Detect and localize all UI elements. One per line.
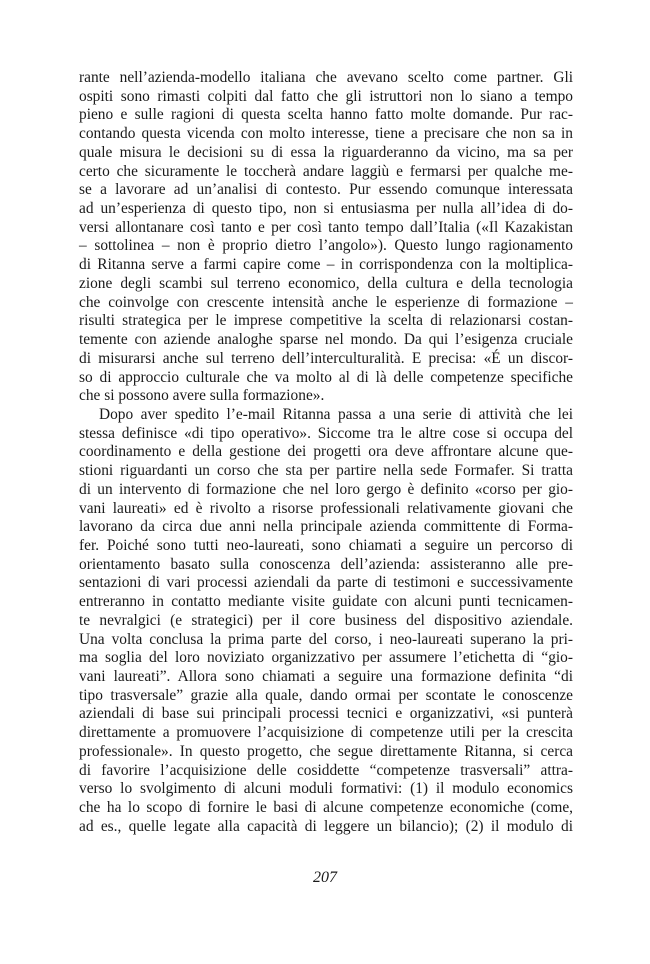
text-line: verso lo svolgimento di alcuni moduli formativi: (1) il modulo economics [79, 780, 573, 798]
text-line: se a lavorare ad un’analisi di contesto. Pur essendo comunque interessata [79, 181, 573, 199]
text-line: lavorano da circa due anni nella principale azienda committente di Forma- [79, 518, 573, 536]
text-line: direttamente a promuovere l’acquisizione di competenze utili per la crescita [79, 724, 573, 742]
text-line: – sottolinea – non è proprio dietro l’angolo»). Questo lungo ragionamento [79, 237, 573, 255]
text-line: sentazioni di vari processi aziendali da parte di testimoni e successivamente [79, 574, 573, 592]
text-line: Una volta conclusa la prima parte del corso, i neo-laureati superano la pri- [79, 630, 573, 648]
text-line: tipo trasversale” grazie alla quale, dando ormai per scontate le conoscenze [79, 686, 573, 704]
text-line: certo che sicuramente le toccherà andare laggiù e fermarsi per qualche me- [79, 162, 573, 180]
text-line: di Ritanna serve a farmi capire come – in corrispondenza con la moltiplica- [79, 256, 573, 274]
text-line: te nevralgici (e strategici) per il core business del dispositivo aziendale. [79, 611, 573, 629]
text-line: che si possono avere sulla formazione». [79, 387, 325, 405]
text-line: orientamento basato sulla conoscenza dell’azienda: assisteranno alle pre- [79, 555, 573, 573]
paragraph [79, 69, 573, 406]
text-line: fer. Poiché sono tutti neo-laureati, sono chiamati a seguire un percorso di [79, 536, 573, 554]
text-line: so di approccio culturale che va molto al di là delle competenze specifiche [79, 368, 573, 386]
text-line: che ha lo scopo di fornire le basi di alcune competenze economiche (come, [79, 799, 573, 817]
text-line: contando questa vicenda con molto interesse, tiene a precisare che non sa in [79, 125, 573, 143]
body-text [79, 69, 573, 836]
text-line: stessa definisce «di tipo operativo». Siccome tra le altre cose si occupa del [79, 424, 573, 442]
text-line: di un intervento di formazione che nel loro gergo è definito «corso per gio- [79, 480, 573, 498]
text-line: stioni riguardanti un corso che sta per partire nella sede Formafer. Si tratta [79, 462, 573, 480]
text-line: temente con aziende analoghe sparse nel mondo. Da qui l’esigenza cruciale [79, 331, 573, 349]
text-line: ma soglia del loro noviziato organizzativo per assumere l’etichetta di “gio- [79, 649, 573, 667]
text-line: ad un’esperienza di questo tipo, non si entusiasma per nulla all’idea di do- [79, 200, 573, 218]
text-line: aziendali di base sui principali processi tecnici e organizzativi, «si punterà [79, 705, 573, 723]
text-line: di favorire l’acquisizione delle cosiddette “competenze trasversali” attra- [79, 761, 573, 779]
text-line: di misurarsi anche sul terreno dell’interculturalità. E precisa: «É un discor- [79, 349, 573, 367]
text-line: ad es., quelle legate alla capacità di leggere un bilancio); (2) il modulo di [79, 817, 573, 835]
text-line: ospiti sono rimasti colpiti dal fatto che gli istruttori non lo siano a tempo [79, 87, 573, 105]
text-line: entreranno in contatto mediante visite guidate con alcuni punti tecnicamen- [79, 593, 573, 611]
text-line: versi allontanare così tanto e per così tanto tempo dall’Italia («Il Kazakistan [79, 218, 573, 236]
text-line: quale misura le decisioni su di essa la riguarderanno da vicino, ma sa per [79, 143, 573, 161]
text-line: Dopo aver spedito l’e-mail Ritanna passa a una serie di attività che lei [99, 405, 573, 423]
text-line: risulti strategica per le imprese competitive la scelta di relazionarsi costan- [79, 312, 573, 330]
text-line: pieno e sulle ragioni di questa scelta hanno fatto molte domande. Pur rac- [79, 106, 573, 124]
page-number: 207 [313, 869, 337, 886]
text-line: professionale». In questo progetto, che segue direttamente Ritanna, si cerca [79, 742, 573, 760]
text-line: rante nell’azienda-modello italiana che avevano scelto come partner. Gli [79, 69, 573, 86]
text-line: vani laureati» ed è rivolto a risorse professionali relativamente giovani che [79, 499, 573, 517]
text-line: vani laureati”. Allora sono chiamati a seguire una formazione definita “di [79, 668, 573, 685]
paragraph [79, 406, 573, 837]
text-line: zione degli scambi sul terreno economico, della cultura e della tecnologia [79, 274, 573, 292]
text-line: coordinamento e della gestione dei progetti ora deve affrontare alcune que- [79, 443, 573, 461]
text-line: che coinvolge con crescente intensità anche le esperienze di formazione – [79, 293, 573, 311]
